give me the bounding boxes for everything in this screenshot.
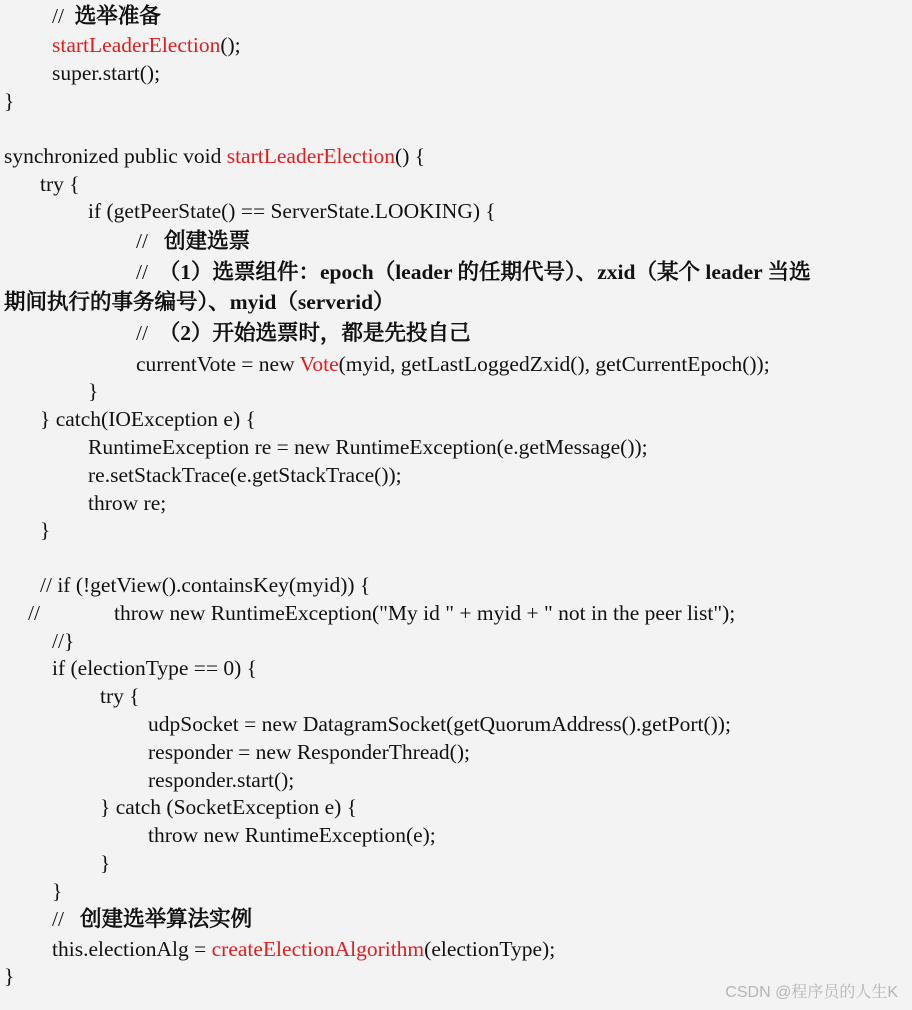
code-text: throw new RuntimeException("My id " + myid + " not in the peer list");	[114, 601, 736, 625]
code-text: () {	[395, 144, 426, 168]
code-line	[100, 683, 140, 709]
code-text: }	[4, 89, 15, 113]
code-text: (electionType);	[424, 937, 556, 961]
code-line	[88, 198, 496, 224]
comment-text: 期间执行的事务编号）、myid（serverid）	[4, 290, 395, 314]
code-text: //	[52, 907, 81, 931]
code-line	[52, 628, 74, 654]
highlighted-method-name: createElectionAlgorithm	[211, 937, 425, 961]
code-line	[4, 143, 425, 169]
code-line	[40, 572, 370, 598]
code-line	[88, 462, 402, 488]
code-text: //	[136, 260, 159, 284]
highlighted-method-name: startLeaderElection	[52, 33, 221, 57]
code-line	[136, 320, 470, 346]
code-text: }	[40, 518, 51, 542]
code-text: RuntimeException re = new RuntimeException(e.getMessage());	[88, 435, 648, 459]
code-text: } catch (SocketException e) {	[100, 795, 358, 819]
code-line	[148, 739, 470, 765]
code-text: } catch(IOException e) {	[40, 407, 256, 431]
comment-text: 创建选举算法实例	[80, 907, 253, 931]
code-text: udpSocket = new DatagramSocket(getQuorumAddress().getPort());	[148, 712, 731, 736]
code-text: super.start();	[52, 61, 161, 85]
code-text: }	[52, 879, 63, 903]
code-line	[88, 490, 166, 516]
code-text: if (getPeerState() == ServerState.LOOKING) {	[88, 199, 496, 223]
code-text: //	[28, 601, 40, 625]
comment-text: 创建选票	[164, 229, 251, 253]
code-line	[100, 850, 110, 876]
code-line	[52, 906, 252, 932]
code-line	[28, 600, 40, 626]
code-line	[4, 963, 14, 989]
code-text: re.setStackTrace(e.getStackTrace());	[88, 463, 402, 487]
code-text: (myid, getLastLoggedZxid(), getCurrentEpoch());	[338, 352, 770, 376]
code-line	[52, 3, 161, 29]
code-text: try {	[40, 172, 80, 196]
code-text: responder.start();	[148, 768, 295, 792]
code-text: this.electionAlg =	[52, 937, 212, 961]
code-line	[4, 88, 14, 114]
code-line	[148, 767, 294, 793]
code-line	[136, 351, 770, 377]
code-line	[148, 711, 731, 737]
highlighted-method-name: startLeaderElection	[226, 144, 396, 168]
code-line	[40, 517, 50, 543]
code-line	[52, 32, 241, 58]
code-line	[148, 822, 436, 848]
code-line	[52, 936, 555, 962]
code-text: //	[136, 229, 165, 253]
code-text: throw re;	[88, 491, 167, 515]
code-line	[40, 406, 256, 432]
code-line	[88, 378, 98, 404]
comment-text: （1）选票组件：epoch（leader 的任期代号）、zxid（某个 leader 当选	[158, 260, 811, 284]
code-text: synchronized public void	[4, 144, 227, 168]
code-text: }	[88, 379, 99, 403]
comment-text: 选举准备	[74, 4, 161, 28]
code-text: }	[100, 851, 111, 875]
code-line	[4, 289, 395, 315]
code-text: responder = new ResponderThread();	[148, 740, 470, 764]
code-text: // if (!getView().containsKey(myid)) {	[40, 573, 371, 597]
code-line	[136, 259, 811, 285]
code-line	[52, 878, 62, 904]
code-text: //	[52, 4, 75, 28]
code-text: }	[4, 964, 15, 988]
code-line	[114, 600, 735, 626]
code-line	[88, 434, 648, 460]
code-text: //	[136, 321, 159, 345]
highlighted-method-name: Vote	[299, 352, 339, 376]
code-text: //}	[52, 629, 75, 653]
code-line	[52, 60, 160, 86]
csdn-watermark: CSDN @程序员的人生K	[725, 984, 898, 1001]
code-line	[52, 655, 257, 681]
code-line	[40, 171, 80, 197]
code-line	[136, 228, 250, 254]
code-text: currentVote = new	[136, 352, 300, 376]
comment-text: （2）开始选票时，都是先投自己	[158, 321, 471, 345]
code-text: ();	[220, 33, 241, 57]
code-text: if (electionType == 0) {	[52, 656, 257, 680]
code-text: throw new RuntimeException(e);	[148, 823, 436, 847]
code-text: try {	[100, 684, 140, 708]
code-line	[100, 794, 357, 820]
